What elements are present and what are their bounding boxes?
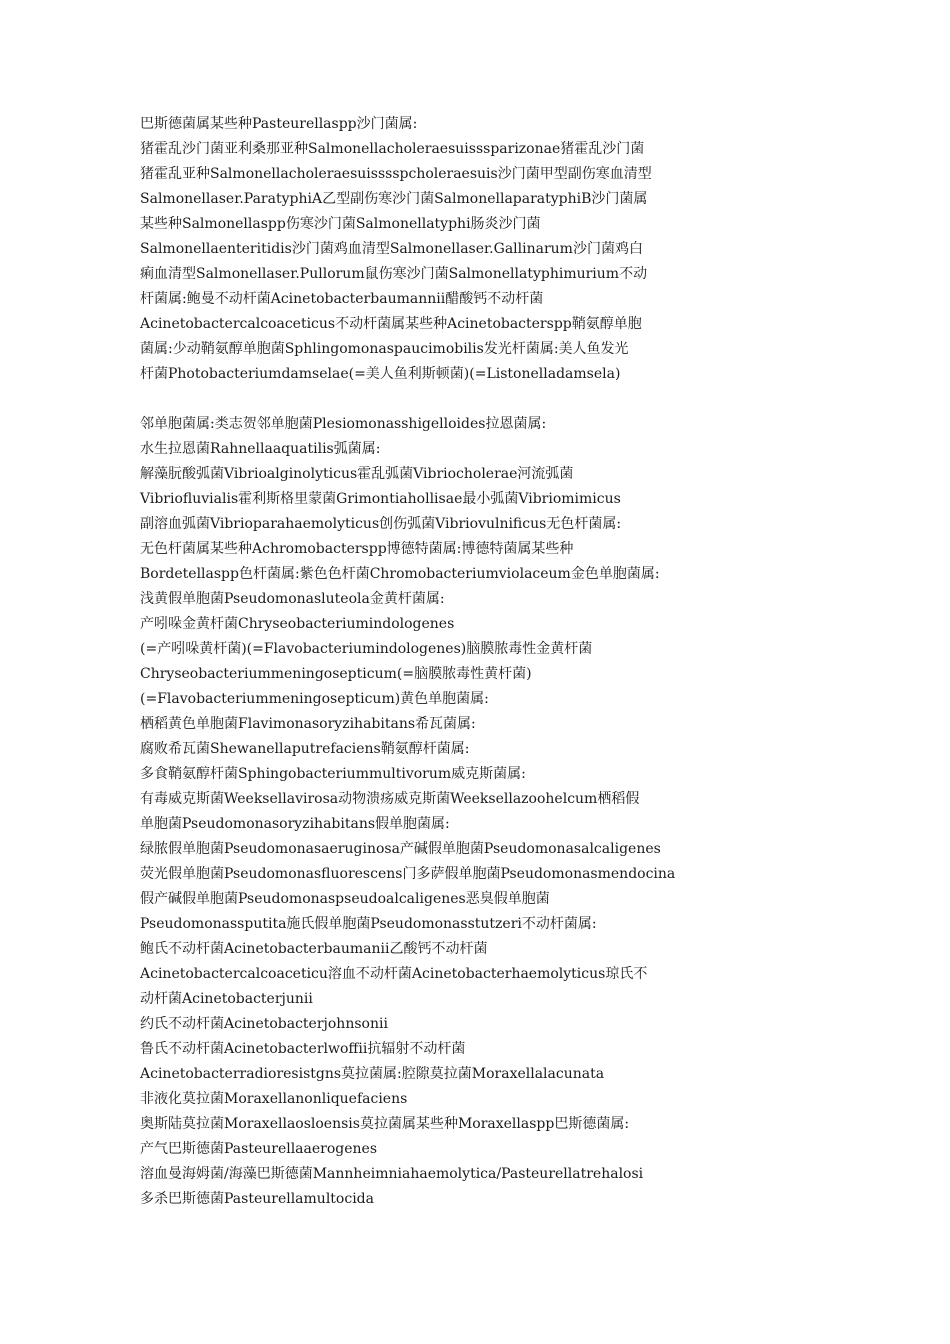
text-line: 多杀巴斯德菌Pasteurellamultocida [140, 1191, 374, 1207]
text-line: (=Flavobacteriummeningosepticum)黄色单胞菌属: [140, 691, 489, 707]
text-line: 浅黄假单胞菌Pseudomonasluteola金黄杆菌属: [140, 591, 445, 607]
text-line: Vibriofluvialis霍利斯格里蒙菌Grimontiahollisae最小弧菌Vibriomimicus [140, 491, 621, 507]
text-line: 绿脓假单胞菌Pseudomonasaeruginosa产碱假单胞菌Pseudomonasalcaligenes [140, 841, 661, 857]
text-line: Salmonellaser.ParatyphiA乙型副伤寒沙门菌SalmonellaparatyphiB沙门菌属 [140, 191, 648, 207]
text-line: 巴斯德菌属某些种Pasteurellaspp沙门菌属: [140, 116, 418, 132]
text-line: 某些种Salmonellaspp伤寒沙门菌Salmonellatyphi肠炎沙门菌 [140, 216, 541, 232]
text-line: 多食鞘氨醇杆菌Sphingobacteriummultivorum威克斯菌属: [140, 766, 526, 782]
text-line: 菌属:少动鞘氨醇单胞菌Sphlingomonaspaucimobilis发光杆菌属:美人鱼发光 [140, 341, 629, 357]
text-line: 邻单胞菌属:类志贺邻单胞菌Plesiomonasshigelloides拉恩菌属: [140, 416, 547, 432]
text-line: Pseudomonassputita施氏假单胞菌Pseudomonasstutzeri不动杆菌属: [140, 916, 597, 932]
text-line: 有毒威克斯菌Weeksellavirosa动物溃疡威克斯菌Weeksellazoohelcum栖稻假 [140, 791, 640, 807]
text-line: 鲍氏不动杆菌Acinetobacterbaumanii乙酸钙不动杆菌 [140, 941, 488, 957]
paragraph-1 [140, 112, 760, 387]
text-line: 栖稻黄色单胞菌Flavimonasoryzihabitans希瓦菌属: [140, 716, 476, 732]
paragraph-gap [140, 387, 760, 412]
text-line: (=产吲哚黄杆菌)(=Flavobacteriumindologenes)脑膜脓毒性金黄杆菌 [140, 641, 593, 657]
text-line: 无色杆菌属某些种Achromobacterspp博德特菌属:博德特菌属某些种 [140, 541, 574, 557]
text-line: 动杆菌Acinetobacterjunii [140, 991, 313, 1007]
paragraph-2 [140, 412, 760, 1212]
text-line: 腐败希瓦菌Shewanellaputrefaciens鞘氨醇杆菌属: [140, 741, 470, 757]
text-line: 副溶血弧菌Vibrioparahaemolyticus创伤弧菌Vibriovulnificus无色杆菌属: [140, 516, 622, 532]
document-body [140, 112, 760, 1212]
text-line: 解藻朊酸弧菌Vibrioalginolyticus霍乱弧菌Vibriocholerae河流弧菌 [140, 466, 574, 482]
text-line: 猪霍乱亚种Salmonellacholeraesuisssspcholeraesuis沙门菌甲型副伤寒血清型 [140, 166, 652, 182]
text-line: 杆菌Photobacteriumdamselae(=美人鱼利斯顿菌)(=Listonelladamsela) [140, 366, 621, 382]
text-line: 水生拉恩菌Rahnellaaquatilis弧菌属: [140, 441, 381, 457]
text-line: 约氏不动杆菌Acinetobacterjohnsonii [140, 1016, 388, 1032]
text-line: 猪霍乱沙门菌亚利桑那亚种Salmonellacholeraesuisssparizonae猪霍乱沙门菌 [140, 141, 645, 157]
text-line: Acinetobactercalcoaceticu溶血不动杆菌Acinetobacterhaemolyticus琼氏不 [140, 966, 648, 982]
text-line: Chryseobacteriummeningosepticum(=脑膜脓毒性黄杆菌) [140, 666, 532, 682]
text-line: 单胞菌Pseudomonasoryzihabitans假单胞菌属: [140, 816, 450, 832]
text-line: Salmonellaenteritidis沙门菌鸡血清型Salmonellaser.Gallinarum沙门菌鸡白 [140, 241, 643, 257]
text-line: 溶血曼海姆菌/海藻巴斯德菌Mannheimniahaemolytica/Pasteurellatrehalosi [140, 1166, 644, 1182]
text-line: 假产碱假单胞菌Pseudomonaspseudoalcaligenes恶臭假单胞菌 [140, 891, 550, 907]
text-line: Acinetobactercalcoaceticus不动杆菌属某些种Acinetobacterspp鞘氨醇单胞 [140, 316, 642, 332]
text-line: Acinetobacterradioresistgns莫拉菌属:腔隙莫拉菌Moraxellalacunata [140, 1066, 605, 1082]
text-line: Bordetellaspp色杆菌属:紫色色杆菌Chromobacteriumviolaceum金色单胞菌属: [140, 566, 660, 582]
text-line: 奥斯陆莫拉菌Moraxellaosloensis莫拉菌属某些种Moraxellaspp巴斯德菌属: [140, 1116, 630, 1132]
text-line: 杆菌属:鲍曼不动杆菌Acinetobacterbaumannii醋酸钙不动杆菌 [140, 291, 544, 307]
text-line: 痢血清型Salmonellaser.Pullorum鼠伤寒沙门菌Salmonellatyphimurium不动 [140, 266, 648, 282]
text-line: 产气巴斯德菌Pasteurellaaerogenes [140, 1141, 378, 1157]
text-line: 非液化莫拉菌Moraxellanonliquefaciens [140, 1091, 408, 1107]
text-line: 鲁氏不动杆菌Acinetobacterlwoffii抗辐射不动杆菌 [140, 1041, 466, 1057]
text-line: 产吲哚金黄杆菌Chryseobacteriumindologenes [140, 616, 455, 632]
text-line: 荧光假单胞菌Pseudomonasfluorescens门多萨假单胞菌Pseudomonasmendocina [140, 866, 676, 882]
